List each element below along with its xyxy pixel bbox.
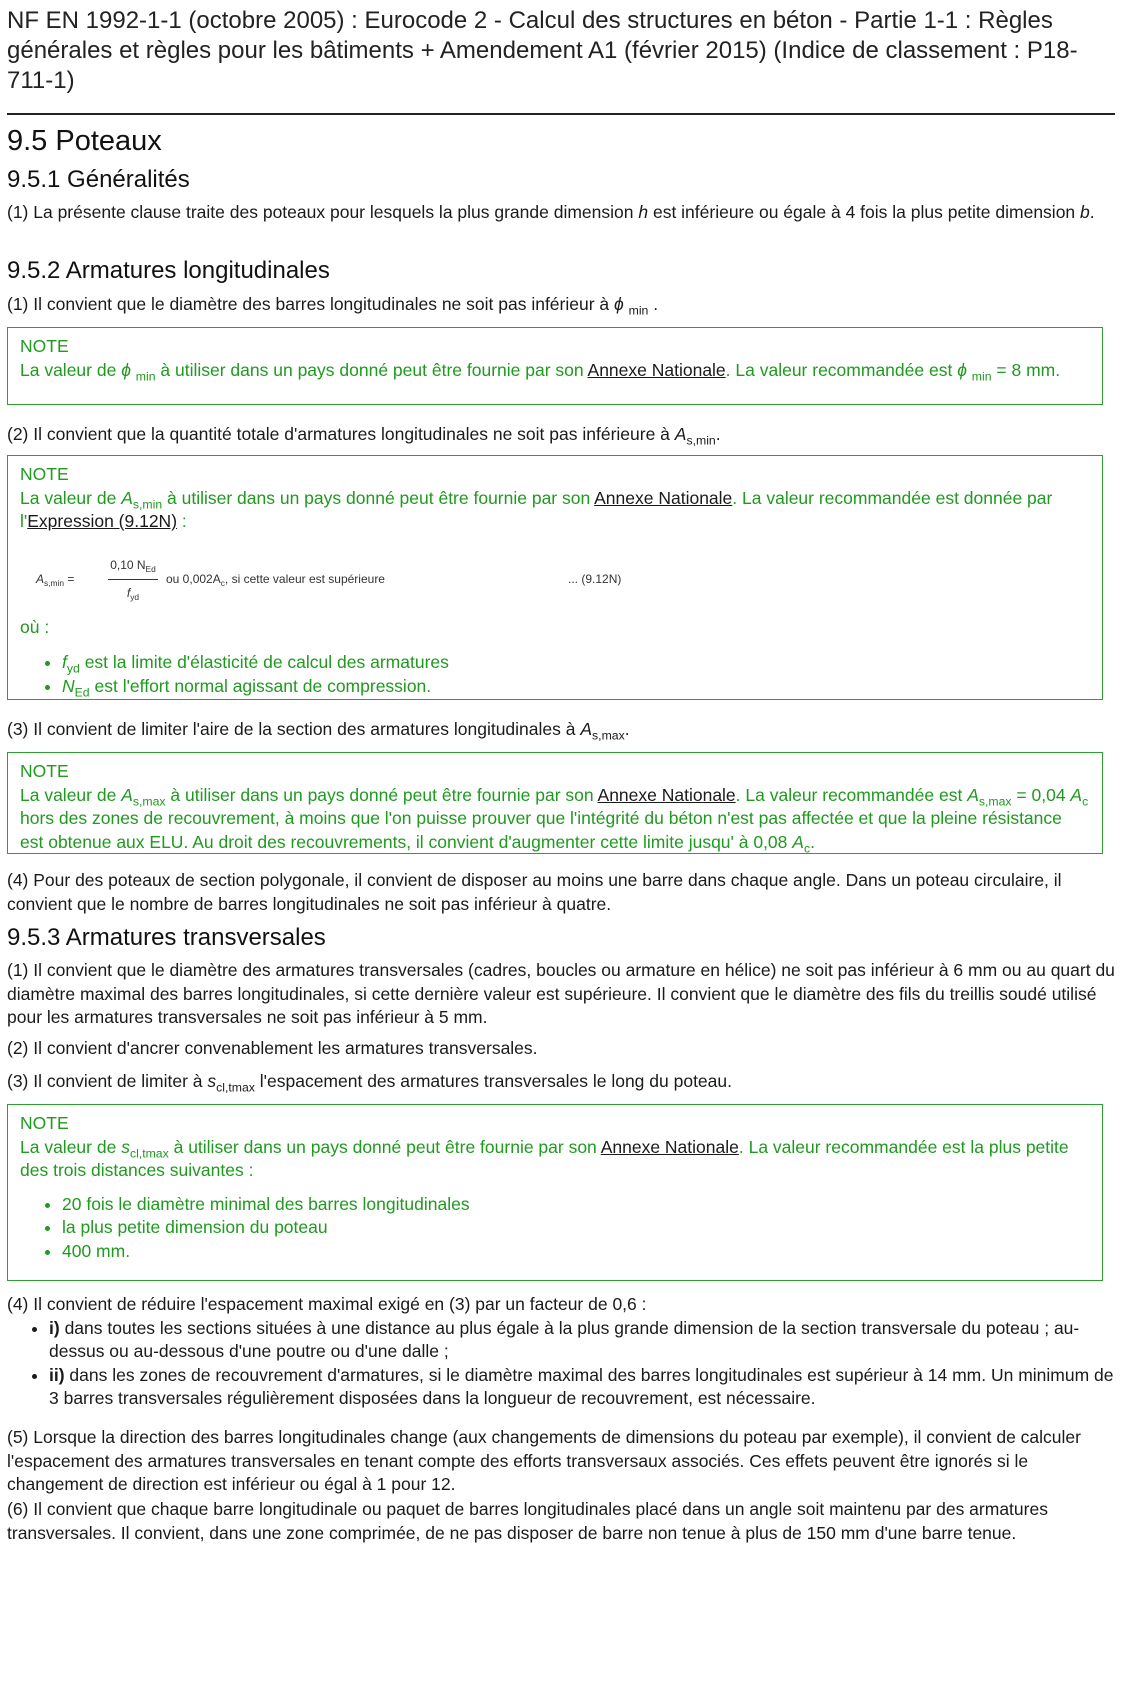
- paragraph-9-5-2-4: (4) Pour des poteaux de section polygonale, il convient de disposer au moins une barre dans chaque angle. Dans un poteau circulaire, il convient que le nombre de barres longitudinales ne soit pas inférieur à quatre.: [7, 870, 1062, 914]
- section-heading: 9.5 Poteaux: [7, 125, 162, 157]
- formula-fraction: 0,10 $N_{Ed}$ $f_{yd}$: [108, 554, 158, 606]
- expression-9-12n-link[interactable]: Expression (9.12N): [27, 511, 178, 531]
- symbol-list: [20, 651, 1090, 698]
- paragraph-9-5-2-2: (2) Il convient que la quantité totale d'armatures longitudinales ne soit pas inférieure à $A_{s,min}$.: [7, 424, 721, 448]
- annexe-nationale-link[interactable]: Annexe Nationale: [600, 1136, 739, 1157]
- paragraph-9-5-3-4: (4) Il convient de réduire l'espacement maximal exigé en (3) par un facteur de 0,6 : • i) dans toutes les sections situées à une distance au plus égale à la plus grande dimension de la section transversale du poteau ; au-dessus ou au-dessous d'une poutre ou d'une dalle ; • ii) dans les zones de recouvrement d'armatures, si le diamètre maximal des barres longitudinales est supérieur à 14 mm. Un minimum de 3 barres transversales régulièrement disposées dans la longueur de recouvrement, est nécessaire.: [7, 1293, 1115, 1411]
- annexe-nationale-link[interactable]: Annexe Nationale: [587, 359, 726, 380]
- paragraph-9-5-2-1: (1) Il convient que le diamètre des barres longitudinales ne soit pas inférieur à ϕ $_{min}$ .: [7, 294, 659, 318]
- list-item: • 400 mm.: [62, 1240, 1090, 1264]
- subsection-heading-9-5-1: 9.5.1 Généralités: [7, 166, 190, 193]
- paragraph-9-5-1-1: (1) La présente clause traite des poteaux pour lesquels la plus grande dimension h est inférieure ou égale à 4 fois la plus petite dimension b.: [7, 202, 1095, 222]
- list-item: • 20 fois le diamètre minimal des barres longitudinales: [62, 1193, 1090, 1217]
- note-box-as-min: NOTE La valeur de $A_{s,min}$ à utiliser dans un pays donné peut être fournie par son Annexe Nationale. La valeur recommandée est donnée par l'Expression (9.12N) : $A_{s,min}$ = 0,10 $N_{Ed}$ $f_{yd}$ ou $0,002A_c$, si cette valeur est supérieure ... (9.12N) où : • $f_{yd}$ est la limite d'élasticité de calcul des armatures • $N_{Ed}$ est l'effort normal agissant de compression.: [7, 455, 1103, 700]
- list-item: • $N_{Ed}$ est l'effort normal agissant de compression.: [62, 675, 1090, 699]
- note-box-phi-min: NOTE La valeur de ϕ $_{min}$ à utiliser dans un pays donné peut être fournie par son Annexe Nationale. La valeur recommandée est ϕ $_{min}$ = 8 mm.: [7, 327, 1103, 405]
- reduction-list: [7, 1317, 1115, 1411]
- formula-reference: ... (9.12N): [568, 571, 622, 586]
- formula-9-12n: $A_{s,min}$ = 0,10 $N_{Ed}$ $f_{yd}$ ou $0,002A_c$, si cette valeur est supérieure ... (9.12N): [20, 544, 1090, 602]
- paragraph-9-5-3-3: (3) Il convient de limiter à $s_{cl,tmax}$ l'espacement des armatures transversales le long du poteau.: [7, 1071, 732, 1095]
- note-label: NOTE: [20, 761, 69, 781]
- paragraph-9-5-3-2: (2) Il convient d'ancrer convenablement les armatures transversales.: [7, 1038, 538, 1058]
- paragraph-9-5-3-6: (6) Il convient que chaque barre longitudinale ou paquet de barres longitudinales placé dans un angle soit maintenu par des armatures transversales. Il convient, dans une zone comprimée, de ne pas disposer de barre non tenue à plus de 150 mm d'une barre tenue.: [7, 1499, 1048, 1543]
- list-item: • i) dans toutes les sections situées à une distance au plus égale à la plus grande dimension de la section transversale du poteau ; au-dessus ou au-dessous d'une poutre ou d'une dalle ;: [49, 1317, 1115, 1364]
- list-item: • $f_{yd}$ est la limite d'élasticité de calcul des armatures: [62, 651, 1090, 675]
- paragraph-9-5-2-3: (3) Il convient de limiter l'aire de la section des armatures longitudinales à $A_{s,max}$.: [7, 719, 630, 743]
- annexe-nationale-link[interactable]: Annexe Nationale: [594, 487, 733, 508]
- distance-list: [20, 1193, 1090, 1264]
- subsection-heading-9-5-3: 9.5.3 Armatures transversales: [7, 924, 326, 951]
- annexe-nationale-link[interactable]: Annexe Nationale: [597, 784, 736, 805]
- note-label: NOTE: [20, 336, 69, 356]
- note-label: NOTE: [20, 1113, 69, 1133]
- list-item: • ii) dans les zones de recouvrement d'armatures, si le diamètre maximal des barres longitudinales est supérieur à 14 mm. Un minimum de 3 barres transversales régulièrement disposées dans la longueur de recouvrement, est nécessaire.: [49, 1364, 1115, 1411]
- title-divider: [7, 113, 1115, 115]
- subsection-heading-9-5-2: 9.5.2 Armatures longitudinales: [7, 257, 330, 284]
- note-label: NOTE: [20, 464, 69, 484]
- document-title: NF EN 1992-1-1 (octobre 2005) : Eurocode 2 - Calcul des structures en béton - Partie 1-1 : Règles générales et règles pour les bâtiments + Amendement A1 (février 2015) (Indice de classement : P18-711-1): [7, 7, 1078, 94]
- note-box-scl-tmax: NOTE La valeur de $s_{cl,tmax}$ à utiliser dans un pays donné peut être fournie par son Annexe Nationale. La valeur recommandée est la plus petite des trois distances suivantes : • 20 fois le diamètre minimal des barres longitudinales • la plus petite dimension du poteau • 400 mm.: [7, 1104, 1103, 1281]
- where-label: où :: [20, 616, 50, 637]
- paragraph-9-5-3-5: (5) Lorsque la direction des barres longitudinales change (aux changements de dimensions du poteau par exemple), il convient de calculer l'espacement des armatures transversales en tenant compte des efforts transversaux associés. Ces effets peuvent être ignorés si le changement de direction est inférieur ou égal à 1 pour 12.: [7, 1427, 1081, 1494]
- paragraph-9-5-3-1: (1) Il convient que le diamètre des armatures transversales (cadres, boucles ou armature en hélice) ne soit pas inférieur à 6 mm ou au quart du diamètre maximal des barres longitudinales, si cette dernière valeur est supérieure. Il convient que le diamètre des fils du treillis soudé utilisé pour les armatures transversales ne soit pas inférieur à 5 mm.: [7, 960, 1115, 1027]
- note-box-as-max: NOTE La valeur de $A_{s,max}$ à utiliser dans un pays donné peut être fournie par son Annexe Nationale. La valeur recommandée est $A_{s,max} = 0,04$ $A_c$ hors des zones de recouvrement, à moins que l'on puisse prouver que l'intégrité du béton n'est pas affectée et que la pleine résistance est obtenue aux ELU. Au droit des recouvrements, il convient d'augmenter cette limite jusqu' à 0,08 $A_c$.: [7, 752, 1103, 854]
- list-item: • la plus petite dimension du poteau: [62, 1216, 1090, 1240]
